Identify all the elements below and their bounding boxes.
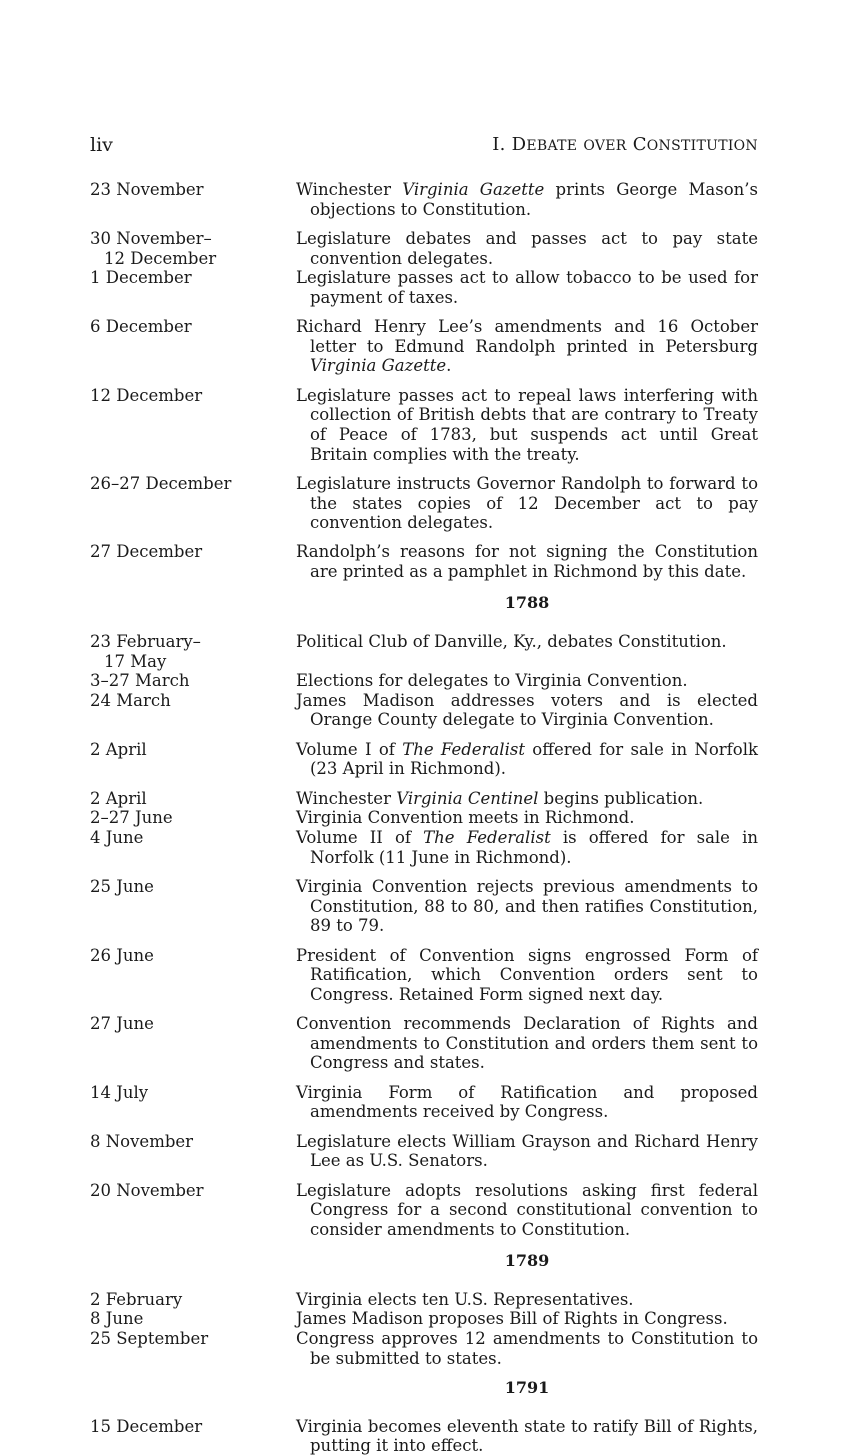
entry-date [90,1014,296,1073]
running-title-word-1-cap: D [511,134,527,155]
entry-date [90,691,296,730]
entry-description [296,474,758,533]
chronology-entry [90,229,758,268]
year-heading-1789: 1789 [504,1251,550,1271]
running-title-word-1-rest: EBATE [526,138,578,154]
running-title-word-2: OVER [583,138,627,154]
publication-title: Virginia Gazette [310,356,447,376]
chronology-entry [90,1132,758,1171]
entry-date [90,229,296,268]
entry-description [296,789,758,809]
chronology-entry [90,317,758,376]
entry-description [296,808,758,828]
entry-text: Legislature passes act to repeal laws interfering with collection of British debts that are contrary to Treaty of Peace of 1783, but suspends act until Great Britain complies with the treaty. [296,385,758,464]
publication-title: The Federalist [423,827,551,847]
entry-text: Congress approves 12 amendments to Constitution to be submitted to states. [296,1328,758,1368]
chronology-entry [90,1083,758,1122]
entry-date-line: 8 November [90,1131,194,1151]
entry-date-line: 2–27 June [90,808,173,828]
entry-date [90,946,296,1005]
entry-description [296,1083,758,1122]
entry-description [296,1290,758,1310]
entry-text: is offered for sale in Norfolk (11 June in Richmond). [310,827,758,867]
entry-description [296,386,758,464]
entry-description [296,180,758,219]
entry-text: Legislature passes act to allow tobacco to be used for payment of taxes. [296,268,758,307]
chronology-entry [90,542,758,581]
entry-description [296,1309,758,1329]
chronology-entry [90,1417,758,1456]
year-heading-1791: 1791 [504,1377,550,1397]
entry-text: Randolph’s reasons for not signing the Constitution are printed as a pamphlet in Richmond by this date. [296,542,758,582]
publication-title: The Federalist [402,739,525,759]
entry-date [90,317,296,376]
entry-date-line: 12 December [104,248,217,268]
chronology-entry [90,877,758,936]
entry-date [90,1309,296,1329]
chronology-entry [90,808,758,828]
entry-date [90,474,296,533]
entry-text: prints George Mason’s objections to Constitution. [310,180,758,219]
entry-description [296,1181,758,1240]
running-title-word-3-rest: ONSTITUTION [646,138,758,154]
entry-date [90,1290,296,1310]
entry-text: President of Convention signs engrossed Form of Ratification, which Convention orders sent to Congress. Retained Form signed next day. [296,945,758,1004]
chronology-entry [90,691,758,730]
entry-date-line: 26–27 December [90,473,232,493]
entry-date-line: 1 December [90,268,192,288]
entry-description [296,946,758,1005]
running-title-word-3-cap: C [632,134,647,155]
entry-text: Political Club of Danville, Ky., debates Constitution. [296,632,727,652]
entry-text: Virginia Convention meets in Richmond. [296,808,635,828]
entry-description [296,542,758,581]
entry-date-line: 8 June [90,1309,144,1329]
entry-date [90,180,296,219]
year-heading-1788: 1788 [504,593,550,613]
entry-text: Winchester [296,788,397,808]
entry-text: Legislature adopts resolutions asking first federal Congress for a second constitutional convention to consider amendments to Constitution. [296,1180,758,1239]
entry-description [296,229,758,268]
entry-description [296,671,758,691]
chronology-entry [90,828,758,867]
chronology-entry [90,1290,758,1310]
entry-date [90,877,296,936]
publication-title: Virginia Centinel [396,788,539,808]
entry-text: Legislature elects William Grayson and Richard Henry Lee as U.S. Senators. [296,1131,758,1171]
chronology-entry [90,740,758,779]
page-header [90,134,758,156]
entry-date [90,632,296,671]
entry-text: Virginia Form of Ratification and proposed amendments received by Congress. [296,1082,758,1122]
entry-date [90,1329,296,1368]
entry-date [90,386,296,464]
chronology-entry [90,268,758,307]
entry-date-line: 14 July [90,1082,149,1102]
entry-date-line: 25 September [90,1328,209,1348]
entry-description [296,828,758,867]
entry-text: Virginia becomes eleventh state to ratify Bill of Rights, putting it into effect. [296,1416,758,1456]
chronology-entry [90,789,758,809]
entry-text: Volume II of [296,827,424,847]
entry-description [296,1417,758,1456]
entry-date [90,1417,296,1456]
entry-date [90,1181,296,1240]
entry-description [296,632,758,671]
chronology-entry [90,1309,758,1329]
entry-date [90,268,296,307]
entry-description [296,877,758,936]
entry-date-line: 23 February– [90,632,201,652]
entry-date [90,671,296,691]
entry-description [296,691,758,730]
entry-text: Virginia Convention rejects previous amendments to Constitution, 88 to 80, and then ratifies Constitution, 89 to 79. [296,876,758,936]
entry-text: Virginia elects ten U.S. Representatives. [296,1289,634,1309]
entry-date-line: 15 December [90,1416,203,1436]
entry-date-line: 17 May [104,651,167,671]
entry-date-line: 26 June [90,945,154,965]
entry-date [90,1132,296,1171]
entry-date [90,828,296,867]
entry-text: Richard Henry Lee’s amendments and 16 October letter to Edmund Randolph printed in Petersburg [296,317,758,356]
entry-description [296,740,758,779]
entry-description [296,268,758,307]
entry-text: Legislature debates and passes act to pay state convention delegates. [296,228,758,268]
entry-date-line: 20 November [90,1180,204,1200]
entry-date-line: 2 April [90,739,147,759]
entry-description [296,1132,758,1171]
entry-description [296,1329,758,1368]
entry-text: Legislature instructs Governor Randolph to forward to the states copies of 12 December act to pay convention delegates. [296,473,758,533]
entry-text: James Madison proposes Bill of Rights in Congress. [296,1309,728,1329]
entry-date-line: 2 February [90,1289,183,1309]
entry-date-line: 6 December [90,317,192,337]
entry-date-line: 25 June [90,876,154,896]
chronology-entry [90,632,758,671]
entry-text: begins publication. [538,788,704,808]
entry-text: offered for sale in Norfolk (23 April in Richmond). [310,739,758,779]
publication-title: Virginia Gazette [402,180,545,199]
entry-date-line: 2 April [90,788,147,808]
entry-date-line: 23 November [90,180,204,199]
entry-date-line: 4 June [90,827,144,847]
entry-text: . [446,356,452,376]
entry-date [90,808,296,828]
entry-date [90,1083,296,1122]
chronology-entry [90,946,758,1005]
entry-date [90,740,296,779]
entry-text: Winchester [296,180,403,199]
entry-date-line: 27 December [90,542,203,562]
entry-date [90,789,296,809]
chronology-entry [90,180,758,219]
entry-date-line: 30 November– [90,228,212,248]
entry-text: Convention recommends Declaration of Rights and amendments to Constitution and orders them sent to Congress and states. [296,1014,758,1073]
entry-date [90,542,296,581]
entry-date-line: 24 March [90,690,171,710]
running-title-numeral: I. [492,134,506,155]
chronology-entry [90,1329,758,1368]
chronology-entry [90,1181,758,1240]
entry-date-line: 12 December [90,385,203,405]
page-number: liv [90,134,113,156]
chronology-entry [90,671,758,691]
entry-text: James Madison addresses voters and is elected Orange County delegate to Virginia Convention. [296,690,758,730]
entry-text: Elections for delegates to Virginia Convention. [296,671,688,691]
entry-description [296,317,758,376]
chronology-entry [90,386,758,464]
entry-date-line: 27 June [90,1014,154,1034]
entry-description [296,1014,758,1073]
chronology-entry [90,1014,758,1073]
running-title [492,134,758,155]
entry-text: Volume I of [296,739,403,759]
chronology-entry [90,474,758,533]
entry-date-line: 3–27 March [90,671,190,691]
chronology-list [90,180,758,1456]
